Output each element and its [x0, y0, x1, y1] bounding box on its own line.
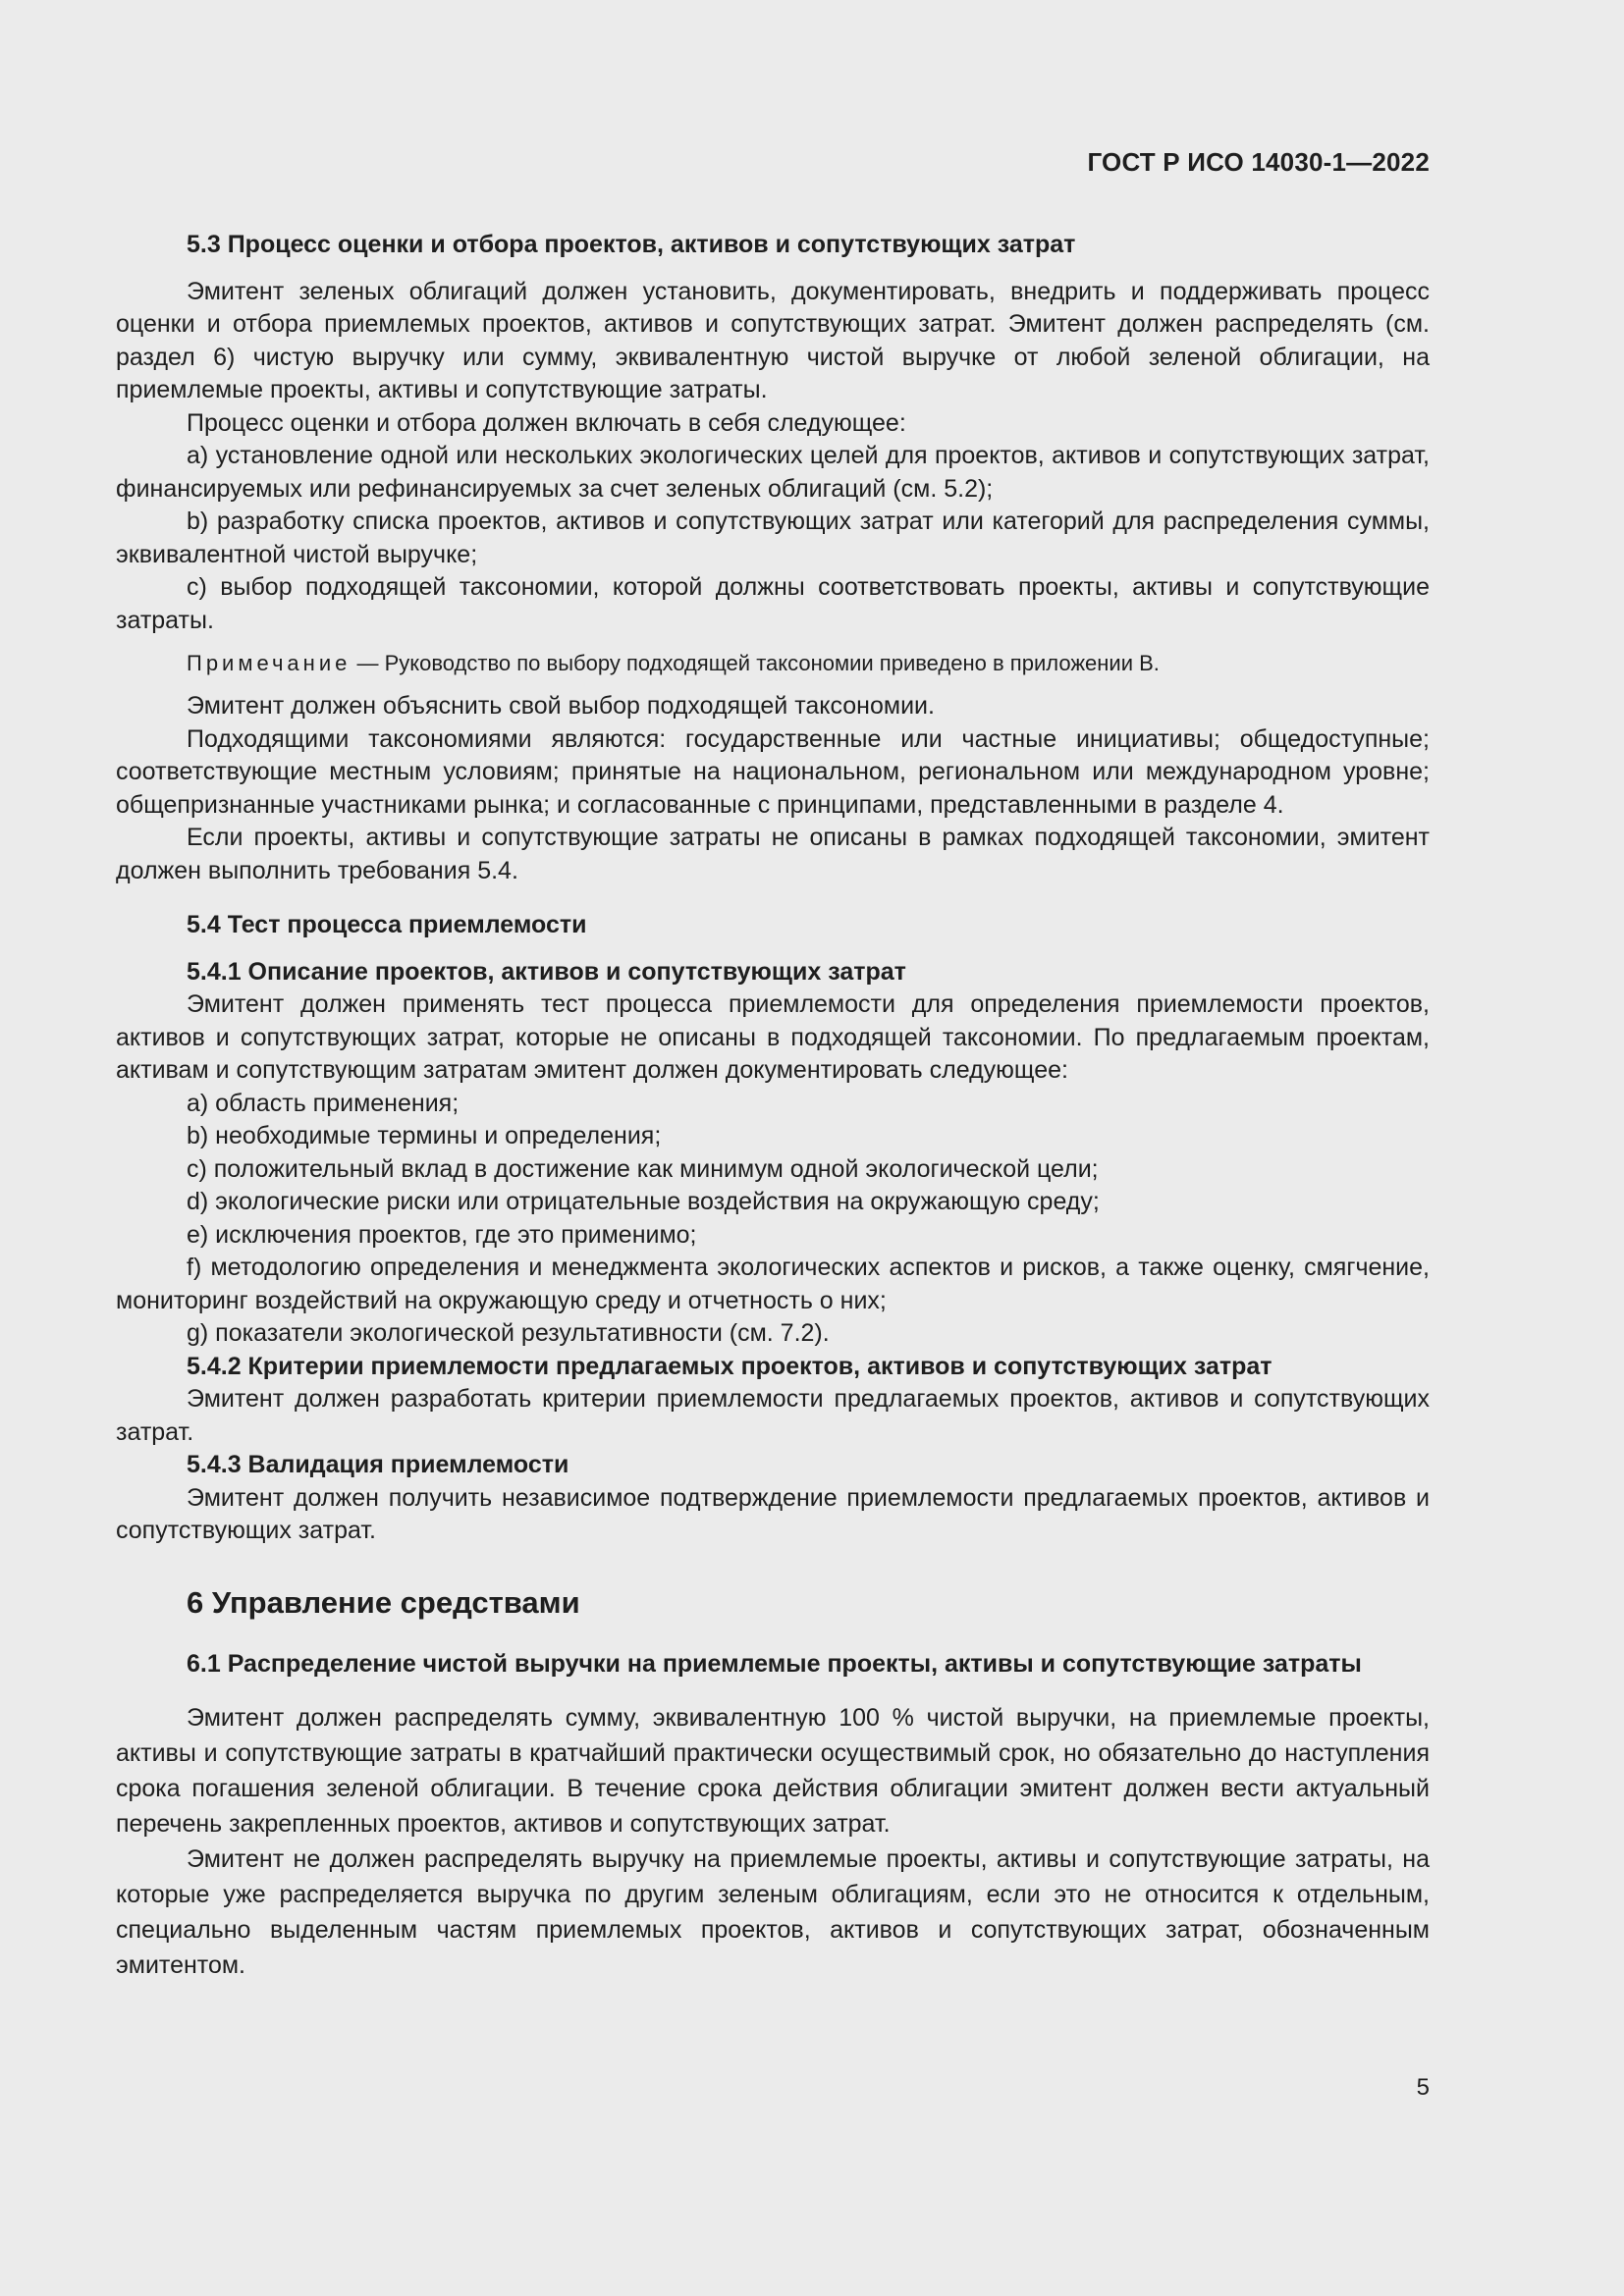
list-item: e) исключения проектов, где это применимо;: [187, 1220, 697, 1249]
paragraph: Эмитент зеленых облигаций должен установить, документировать, внедрить и поддерживать процесс оценки и отбора приемлемых проектов, активов и сопутствующих затрат. Эмитент должен распределять (см. раздел 6) чистую выручку или сумму, эквивалентную чистой выручке от любой зеленой облигации, на приемлемые проекты, активы и сопутствующие затраты.: [116, 277, 1430, 403]
section-5-4-2-title: 5.4.2 Критерии приемлемости предлагаемых проектов, активов и сопутствующих затрат: [187, 1352, 1272, 1380]
paragraph: Эмитент должен разработать критерии приемлемости предлагаемых проектов, активов и сопутствующих затрат.: [116, 1385, 1430, 1446]
list-item: c) положительный вклад в достижение как минимум одной экологической цели;: [187, 1154, 1099, 1183]
section-6-1-title: 6.1 Распределение чистой выручки на приемлемые проекты, активы и сопутствующие затраты: [187, 1649, 1362, 1678]
paragraph: Эмитент должен распределять сумму, эквивалентную 100 % чистой выручки, на приемлемые проекты, активы и сопутствующие затраты в кратчайший практически осуществимый срок, но обязательно до наступления срока погашения зеленой облигации. В течение срока действия облигации эмитент должен вести актуальный перечень закрепленных проектов, активов и сопутствующих затрат.: [116, 1704, 1430, 1838]
section-5-3-title: 5.3 Процесс оценки и отбора проектов, активов и сопутствующих затрат: [187, 231, 1076, 258]
paragraph: Процесс оценки и отбора должен включать в себя следующее:: [187, 408, 906, 437]
section-5-4-3-title: 5.4.3 Валидация приемлемости: [187, 1451, 569, 1478]
section-6-title: 6 Управление средствами: [187, 1584, 580, 1620]
paragraph: Подходящими таксономиями являются: государственные или частные инициативы; общедоступные; соответствующие местным условиям; принятые на национальном, региональном или международном уровне; общепризнанные участниками рынка; и согласованные с принципами, представленными в разделе 4.: [116, 724, 1430, 819]
list-item: b) необходимые термины и определения;: [187, 1122, 662, 1149]
note-text: — Руководство по выбору подходящей таксономии приведено в приложении В.: [351, 651, 1160, 675]
page-content: [116, 142, 1430, 1983]
section-5-4-title: 5.4 Тест процесса приемлемости: [187, 911, 587, 938]
paragraph: Если проекты, активы и сопутствующие затраты не описаны в рамках подходящей таксономии, эмитент должен выполнить требования 5.4.: [116, 824, 1430, 884]
list-item: f) методологию определения и менеджмента экологических аспектов и рисков, а также оценку, смягчение, мониторинг воздействий на окружающую среду и отчетность о них;: [116, 1254, 1430, 1314]
paragraph: Эмитент должен применять тест процесса приемлемости для определения приемлемости проектов, активов и сопутствующих затрат, которые не описаны в подходящей таксономии. По предлагаемым проектам, активам и сопутствующим затратам эмитент должен документировать следующее:: [116, 990, 1430, 1084]
list-item: d) экологические риски или отрицательные воздействия на окружающую среду;: [187, 1188, 1100, 1215]
list-item: a) установление одной или нескольких экологических целей для проектов, активов и сопутствующих затрат, финансируемых или рефинансируемых за счет зеленых облигаций (см. 5.2);: [116, 442, 1430, 503]
document-header: ГОСТ Р ИСО 14030-1—2022: [1087, 147, 1430, 177]
list-item: g) показатели экологической результативности (см. 7.2).: [187, 1319, 830, 1347]
note: [116, 649, 1430, 678]
paragraph: Эмитент должен получить независимое подтверждение приемлемости предлагаемых проектов, активов и сопутствующих затрат.: [116, 1483, 1430, 1544]
section-5-4-1-title: 5.4.1 Описание проектов, активов и сопутствующих затрат: [187, 957, 906, 986]
list-item: b) разработку списка проектов, активов и сопутствующих затрат или категорий для распределения суммы, эквивалентной чистой выручке;: [116, 507, 1430, 568]
list-item: a) область применения;: [187, 1089, 460, 1117]
paragraph: Эмитент должен объяснить свой выбор подходящей таксономии.: [187, 692, 935, 720]
page-number: 5: [1416, 2074, 1430, 2101]
paragraph: Эмитент не должен распределять выручку на приемлемые проекты, активы и сопутствующие затраты, на которые уже распределяется выручка по другим зеленым облигациям, если это не относится к отдельным, специально выделенным частям приемлемых проектов, активов и сопутствующих затрат, обозначенным эмитентом.: [116, 1845, 1430, 1979]
note-label: Примечание: [187, 651, 352, 675]
list-item: c) выбор подходящей таксономии, которой должны соответствовать проекты, активы и сопутствующие затраты.: [116, 573, 1430, 634]
